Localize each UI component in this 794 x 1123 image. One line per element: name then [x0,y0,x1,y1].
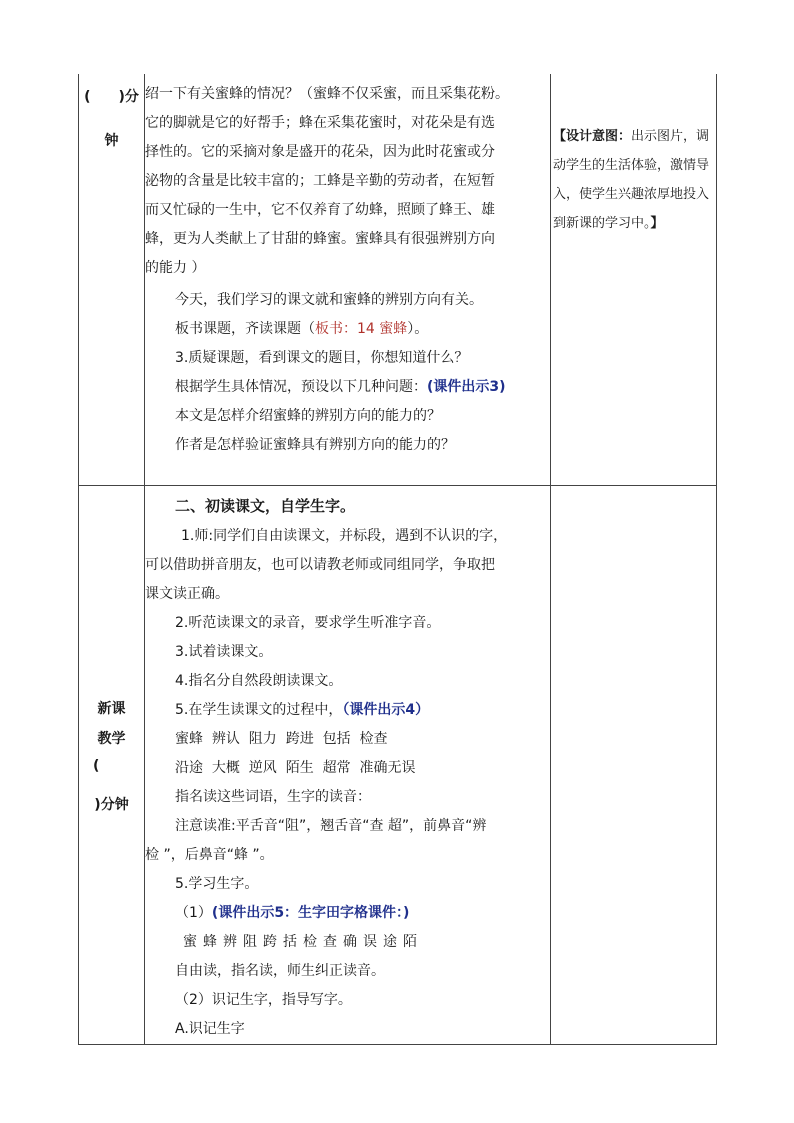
section-heading: 二、初读课文，自学生字。 [175,497,356,515]
design-intent-cell [551,74,716,485]
table-border-right [716,74,717,1045]
text-line: 2.听范读课文的录音，要求学生听准字音。 [175,615,441,631]
sub1-prefix: （1） [175,905,212,921]
design-intent-end: 】 [650,216,664,231]
design-intent-label: 【设计意图： [553,129,632,144]
vocab-words-1: 蜜蜂 辨认 阻力 跨进 包括 检查 [175,731,388,747]
text-line: 检 ”，后鼻音“蜂 ”。 [145,847,274,863]
step5-line [145,696,550,725]
design-intent-body: 出示图片，调动学生的生活体验，激情导入，使学生兴趣浓厚地投入到新课的学习中。 [553,129,710,231]
courseware-tag-5: (课件出示5：生字田字格课件：) [211,905,410,921]
board-suffix: ）。 [407,321,429,337]
courseware-tag-3: (课件出示3) [427,379,506,395]
board-prefix: 板书课题，齐读课题（ [175,321,315,337]
row2-content-cell [145,486,550,1044]
new-characters: 蜜蜂辨阻跨括检查确误途陌 [183,934,423,950]
board-title-line [145,315,550,344]
text-line: 它的脚就是它的好帮手；蜂在采集花蜜时，对花朵是有选 [145,115,495,131]
text-line: 注意读准:平舌音“阻”，翘舌音“查 超”，前鼻音“辨 [175,818,487,834]
row1-time-label: ( )分 [84,89,139,105]
text-line: （2）识记生字，指导写字。 [175,992,352,1008]
question-1: 本文是怎样介绍蜜蜂的辨别方向的能力的？ [175,408,441,424]
vocab-words-2: 沿途 大概 逆风 陌生 超常 准确无误 [175,760,416,776]
text-line: 择性的。它的采摘对象是盛开的花朵，因为此时花蜜或分 [145,144,495,160]
text-line: 蜂，更为人类献上了甘甜的蜂蜜。蜜蜂具有很强辨别方向 [145,231,495,247]
text-line: 可以借助拼音朋友，也可以请教老师或同组同学，争取把 [145,557,495,573]
board-title: 板书：14 蜜蜂 [315,321,408,337]
preset-prefix: 根据学生具体情况，预设以下几种问题： [175,379,427,395]
row1-time-cell [79,74,144,485]
preset-line [145,373,550,402]
text-line: 的能力 ） [145,260,206,276]
section-label: 教学 [97,731,126,747]
time-label: )分钟 [94,797,129,813]
text-line: 3.试着读课文。 [175,644,273,660]
row1-content-cell [145,74,550,485]
section-label: 新课 [97,701,126,717]
row2-label-cell [79,486,144,1044]
table-border-bottom [78,1044,717,1045]
text-line: 自由读，指名读，师生纠正读音。 [175,963,385,979]
text-line: 课文读正确。 [145,586,229,602]
text-line: 泌物的含量是比较丰富的；工蜂是辛勤的劳动者，在短暂 [145,173,495,189]
text-line: 绍一下有关蜜蜂的情况？（蜜蜂不仅采蜜，而且采集花粉。 [145,86,509,102]
text-line: 1.师:同学们自由读课文，并标段，遇到不认识的字， [181,528,508,544]
sub1-line [145,899,550,928]
time-paren-open: ( [93,758,100,774]
row1-time-unit: 钟 [104,133,119,149]
design-intent-text [553,122,716,238]
step5-prefix: 5.在学生读课文的过程中， [175,702,343,718]
question-2: 作者是怎样验证蜜蜂具有辨别方向的能力的？ [175,437,455,453]
question-line: 3.质疑课题，看到课文的题目，你想知道什么？ [175,350,469,366]
text-line: A.识记生字 [175,1021,245,1037]
text-line: 5.学习生字。 [175,876,259,892]
text-line: 而又忙碌的一生中，它不仅养育了幼蜂，照顾了蜂王、雄 [145,202,495,218]
text-line: 指名读这些词语，生字的读音： [175,789,371,805]
text-line: 今天，我们学习的课文就和蜜蜂的辨别方向有关。 [175,292,483,308]
courseware-tag-4: （课件出示4） [342,702,430,718]
text-line: 4.指名分自然段朗读课文。 [175,673,343,689]
